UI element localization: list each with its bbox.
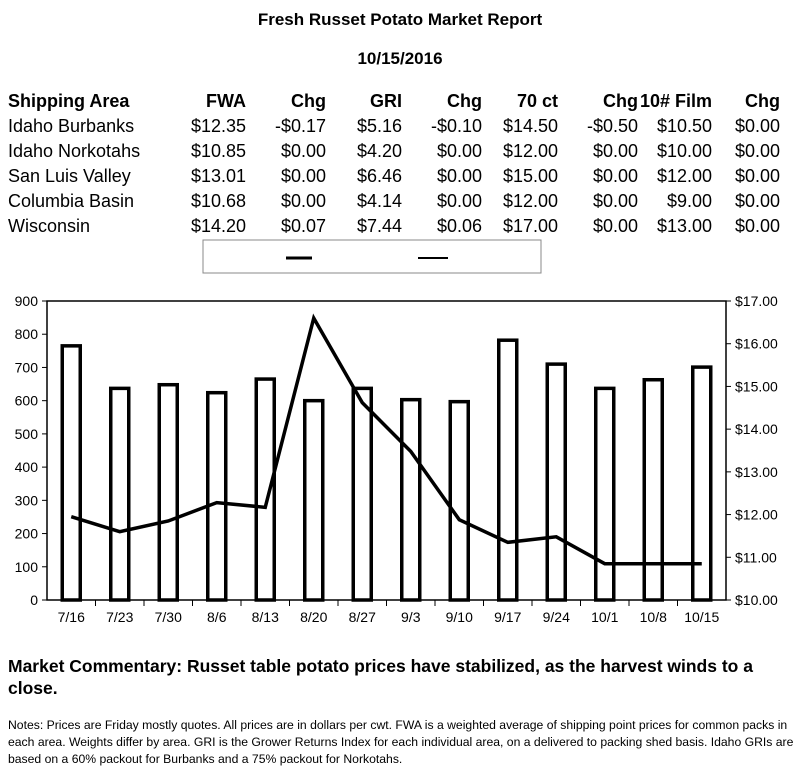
table-cell: $0.00 <box>280 141 326 161</box>
table-cell: $13.00 <box>656 216 712 236</box>
table-cell: -$0.50 <box>586 116 638 136</box>
table-cell: $12.00 <box>502 191 558 211</box>
column-header: 10# Film <box>639 90 712 111</box>
table-cell: $0.00 <box>592 141 638 161</box>
table-cell: San Luis Valley <box>8 166 131 186</box>
column-header: Shipping Area <box>8 90 130 111</box>
table-cell: $0.00 <box>436 166 482 186</box>
legend-box <box>203 240 541 273</box>
table-cell: $5.16 <box>356 116 402 136</box>
table-cell: -$0.10 <box>430 116 482 136</box>
left-axis-tick-label: 600 <box>14 392 38 409</box>
right-axis-tick-label: $11.00 <box>735 549 777 566</box>
table-cell: $0.07 <box>280 216 326 236</box>
table-cell: Idaho Burbanks <box>8 116 135 136</box>
table-row <box>8 189 780 214</box>
table-cell: $0.00 <box>280 166 326 186</box>
table-cell: $4.14 <box>356 191 402 211</box>
table-cell: -$0.17 <box>274 116 326 136</box>
column-header: Chg <box>291 90 326 111</box>
x-axis-tick-label: 8/20 <box>300 609 328 625</box>
x-axis-tick-label: 7/30 <box>154 609 182 625</box>
table-cell: $15.00 <box>502 166 558 186</box>
left-axis-tick-label: 500 <box>14 425 38 442</box>
bar <box>305 401 323 600</box>
table-cell: $0.06 <box>436 216 482 236</box>
table-cell: $0.00 <box>436 141 482 161</box>
table-cell: $0.00 <box>734 191 780 211</box>
table-cell: $14.20 <box>190 216 246 236</box>
chart-legend <box>203 240 541 273</box>
x-axis-tick-label: 10/8 <box>639 609 667 625</box>
table-cell: $0.00 <box>734 216 780 236</box>
table-cell: $9.00 <box>666 191 712 211</box>
x-axis-tick-label: 9/3 <box>401 609 421 625</box>
right-axis-tick-label: $13.00 <box>735 463 778 480</box>
bar <box>499 340 517 600</box>
bar <box>644 380 662 600</box>
bar <box>596 388 614 600</box>
x-axis-tick-label: 10/15 <box>684 609 720 625</box>
table-cell: $10.85 <box>190 141 246 161</box>
bar <box>547 364 565 600</box>
right-axis-tick-label: $16.00 <box>735 335 778 352</box>
table-cell: $10.68 <box>190 191 246 211</box>
price-chart <box>0 238 800 648</box>
left-axis-tick-label: 200 <box>14 525 38 542</box>
bar <box>111 388 129 600</box>
left-axis-tick-label: 100 <box>14 558 38 575</box>
column-header: 70 ct <box>516 90 558 111</box>
table-cell: $12.35 <box>190 116 246 136</box>
right-axis-tick-label: $17.00 <box>735 293 778 309</box>
table-cell: $12.00 <box>502 141 558 161</box>
right-axis-tick-label: $10.00 <box>735 592 778 608</box>
table-row <box>8 114 780 139</box>
column-header: Chg <box>447 90 482 111</box>
notes: Notes: Prices are Friday mostly quotes. All prices are in dollars per cwt. FWA is a weighted average of shipping point prices for common packs in each area. Weights differ by area. GRI is the Grower Returns Index for each individual area, on a delivered to packing shed basis. Idaho GRIs are based on a 60% packout for Burbanks and a 75% packout for Norkotahs. <box>8 718 794 766</box>
column-header: Chg <box>745 90 780 111</box>
table-cell: $13.01 <box>190 166 246 186</box>
bar <box>208 393 226 600</box>
price-table <box>8 88 780 239</box>
bar <box>62 346 80 600</box>
right-axis-tick-label: $15.00 <box>735 378 778 395</box>
column-header: GRI <box>369 90 402 111</box>
left-axis-tick-label: 300 <box>14 492 38 509</box>
table-cell: Idaho Norkotahs <box>8 141 141 161</box>
left-axis-tick-label: 400 <box>14 459 38 476</box>
table-cell: $6.46 <box>356 166 402 186</box>
table-row <box>8 214 780 239</box>
x-axis-tick-label: 9/10 <box>445 609 473 625</box>
column-header: FWA <box>206 90 246 111</box>
table-cell: $0.00 <box>734 116 780 136</box>
left-axis-tick-label: 0 <box>30 592 38 608</box>
table-cell: $0.00 <box>280 191 326 211</box>
x-axis-tick-label: 10/1 <box>591 609 619 625</box>
bar <box>450 402 468 600</box>
table-header-row <box>8 88 780 114</box>
x-axis-tick-label: 9/24 <box>542 609 570 625</box>
bar <box>159 385 177 600</box>
table-cell: $0.00 <box>592 191 638 211</box>
bar <box>353 388 371 600</box>
report-title: Fresh Russet Potato Market Report <box>257 10 543 29</box>
table-cell: $0.00 <box>436 191 482 211</box>
right-axis-tick-label: $12.00 <box>735 506 778 523</box>
x-axis-tick-label: 7/16 <box>57 609 85 625</box>
column-header: Chg <box>603 90 638 111</box>
table-cell: $0.00 <box>592 216 638 236</box>
bar <box>402 400 420 600</box>
left-axis-tick-label: 700 <box>14 359 38 376</box>
table-cell: Wisconsin <box>8 216 91 236</box>
table-cell: $10.00 <box>656 141 712 161</box>
left-axis-tick-label: 800 <box>14 326 38 343</box>
table-cell: $7.44 <box>356 216 402 236</box>
report-date: 10/15/2016 <box>357 49 443 68</box>
table-cell: $10.50 <box>656 116 712 136</box>
table-row <box>8 139 780 164</box>
x-axis-tick-label: 7/23 <box>106 609 134 625</box>
table-cell: $4.20 <box>356 141 402 161</box>
table-cell: $17.00 <box>502 216 558 236</box>
right-axis-tick-label: $14.00 <box>735 421 778 438</box>
table-cell: $0.00 <box>592 166 638 186</box>
x-axis-tick-label: 8/13 <box>251 609 279 625</box>
left-axis-tick-label: 900 <box>14 293 38 309</box>
table-cell: Columbia Basin <box>8 191 135 211</box>
table-cell: $0.00 <box>734 166 780 186</box>
table-row <box>8 164 780 189</box>
table-cell: $0.00 <box>734 141 780 161</box>
plot-frame <box>47 301 726 600</box>
x-axis-tick-label: 8/27 <box>348 609 376 625</box>
x-axis-tick-label: 9/17 <box>494 609 522 625</box>
x-axis-tick-label: 8/6 <box>207 609 227 625</box>
market-commentary: Market Commentary: Russet table potato prices have stabilized, as the harvest winds to a close. <box>8 656 753 698</box>
table-cell: $14.50 <box>502 116 558 136</box>
table-cell: $12.00 <box>656 166 712 186</box>
plot-area <box>15 293 778 625</box>
